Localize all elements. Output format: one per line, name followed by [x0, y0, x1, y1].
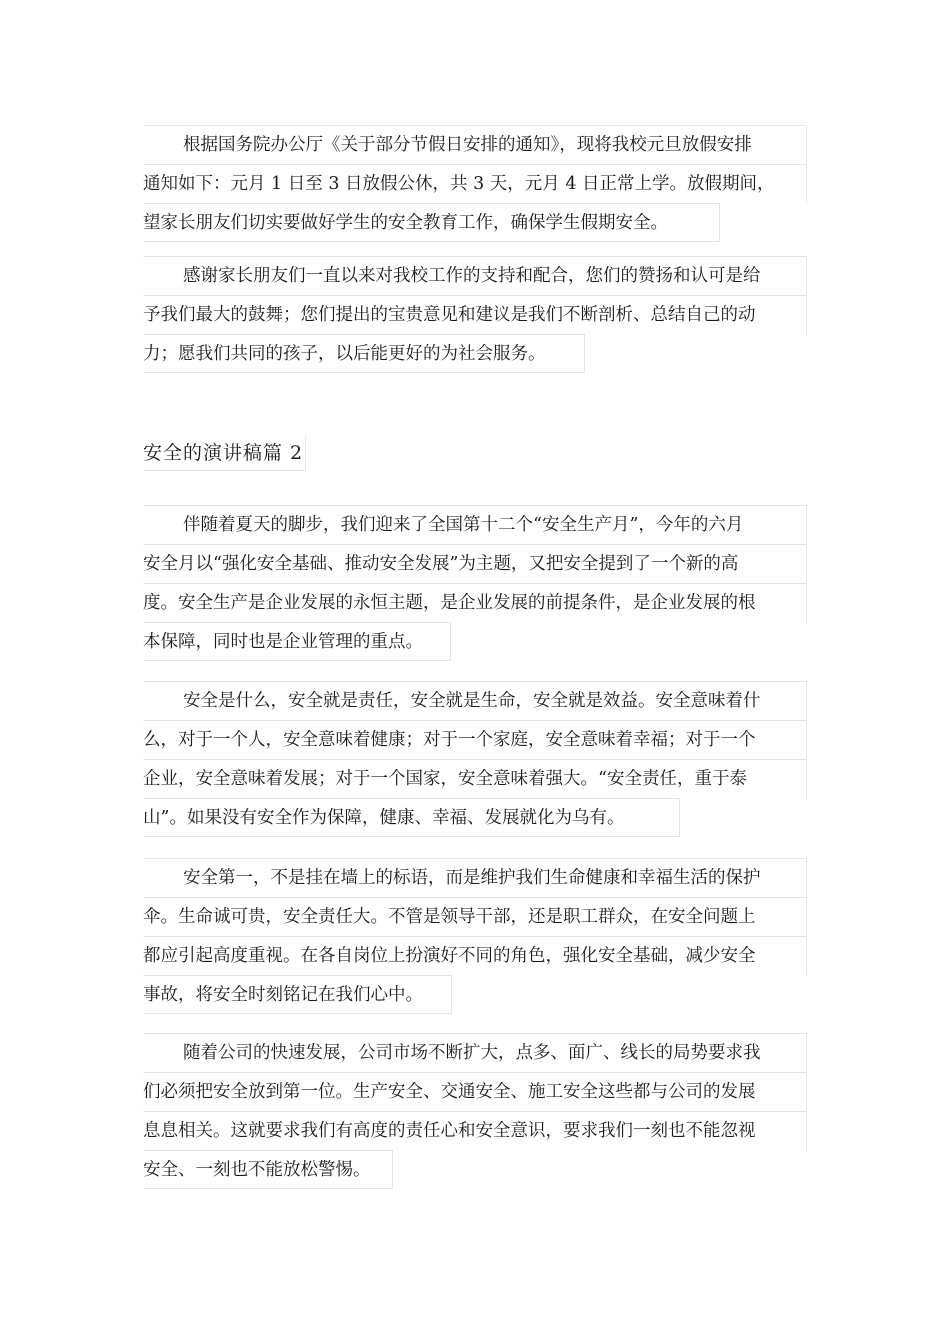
text-line: 度。安全生产是企业发展的永恒主题，是企业发展的前提条件，是企业发展的根 — [143, 583, 807, 622]
text-line: 根据国务院办公厅《关于部分节假日安排的通知》，现将我校元旦放假安排 — [143, 125, 807, 164]
paragraph-holiday-notice — [143, 125, 807, 242]
text-line: 息息相关。这就要求我们有高度的责任心和安全意识，要求我们一刻也不能忽视 — [143, 1111, 807, 1150]
text-line: 都应引起高度重视。在各自岗位上扮演好不同的角色，强化安全基础，减少安全 — [143, 936, 807, 975]
section-heading: 安全的演讲稿篇 2 — [143, 435, 306, 471]
paragraph-thanks — [143, 256, 807, 373]
text-line: 安全第一，不是挂在墙上的标语，而是维护我们生命健康和幸福生活的保护 — [143, 858, 807, 897]
text-line: 安全月以“强化安全基础、推动安全发展”为主题，又把安全提到了一个新的高 — [143, 544, 807, 583]
text-line: 们必须把安全放到第一位。生产安全、交通安全、施工安全这些都与公司的发展 — [143, 1072, 807, 1111]
text-line: 通知如下：元月 1 日至 3 日放假公休，共 3 天，元月 4 日正常上学。放假期间， — [143, 164, 807, 203]
paragraph-what-is-safety — [143, 681, 807, 837]
text-line: 伞。生命诚可贵，安全责任大。不管是领导干部，还是职工群众，在安全问题上 — [143, 897, 807, 936]
text-line: 伴随着夏天的脚步，我们迎来了全国第十二个“安全生产月”，今年的六月 — [143, 505, 807, 544]
text-line: 安全、一刻也不能放松警惕。 — [143, 1150, 393, 1189]
text-line: 本保障，同时也是企业管理的重点。 — [143, 622, 451, 661]
text-line: 感谢家长朋友们一直以来对我校工作的支持和配合，您们的赞扬和认可是给 — [143, 256, 807, 295]
paragraph-safety-month — [143, 505, 807, 661]
text-line: 安全是什么，安全就是责任，安全就是生命，安全就是效益。安全意味着什 — [143, 681, 807, 720]
text-line: 予我们最大的鼓舞；您们提出的宝贵意见和建议是我们不断剖析、总结自己的动 — [143, 295, 807, 334]
paragraph-company-growth — [143, 1033, 807, 1189]
text-line: 事故，将安全时刻铭记在我们心中。 — [143, 975, 452, 1014]
text-line: 企业，安全意味着发展；对于一个国家，安全意味着强大。“安全责任，重于泰 — [143, 759, 807, 798]
text-line: 力；愿我们共同的孩子，以后能更好的为社会服务。 — [143, 334, 585, 373]
text-line: 望家长朋友们切实要做好学生的安全教育工作，确保学生假期安全。 — [143, 203, 720, 242]
paragraph-safety-first — [143, 858, 807, 1014]
text-line: 随着公司的快速发展，公司市场不断扩大，点多、面广、线长的局势要求我 — [143, 1033, 807, 1072]
text-line: 山”。如果没有安全作为保障，健康、幸福、发展就化为乌有。 — [143, 798, 680, 837]
text-line: 么，对于一个人，安全意味着健康；对于一个家庭，安全意味着幸福；对于一个 — [143, 720, 807, 759]
